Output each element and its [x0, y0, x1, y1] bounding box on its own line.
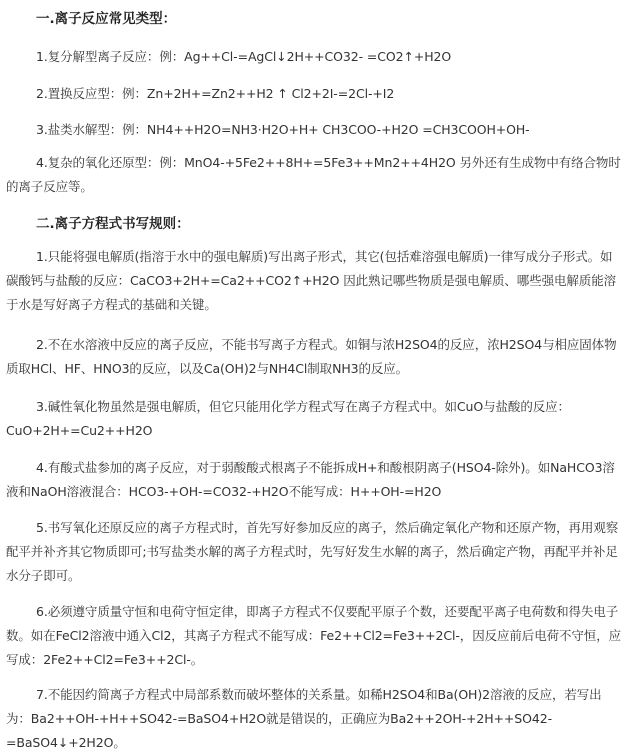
section-2-item-5: 5.书写氧化还原反应的离子方程式时，首先写好参加反应的离子，然后确定氧化产物和还原产物，再用观察配平并补齐其它物质即可;书写盐类水解的离子方程式时，先写好发生水解的离子，然后确定产物，再配平并补足水分子即可。	[6, 520, 619, 583]
section-1-item-2: 2.置换反应型：例：Zn+2H+=Zn2++H2 ↑ Cl2+2I-=2Cl-+I2	[36, 86, 395, 101]
section-2-item-2: 2.不在水溶液中反应的离子反应，不能书写离子方程式。如铜与浓H2SO4的反应，浓H2SO4与相应固体物质取HCl、HF、HNO3的反应，以及Ca(OH)2与NH4Cl制取NH3的反应。	[6, 337, 617, 376]
section-2-item-6: 6.必须遵守质量守恒和电荷守恒定律，即离子方程式不仅要配平原子个数，还要配平离子电荷数和得失电子数。如在FeCl2溶液中通入Cl2，其离子方程式不能写成：Fe2++Cl2=Fe3++2Cl-，因反应前后电荷不守恒，应写成：2Fe2++Cl2=Fe3++2Cl-。	[6, 604, 621, 667]
section-1-item-4: 4.复杂的氧化还原型：例：MnO4-+5Fe2++8H+=5Fe3++Mn2++4H2O 另外还有生成物中有络合物时的离子反应等。	[6, 155, 621, 194]
section-1-heading: 一.离子反应常见类型：	[36, 11, 177, 27]
section-2-item-7: 7.不能因约简离子方程式中局部系数而破坏整体的关系量。如稀H2SO4和Ba(OH)2溶液的反应，若写出为：Ba2++OH-+H++SO42-=BaSO4+H2O就是错误的，正确应为Ba2++2OH-+2H++SO42-=BaSO4↓+2H2O。	[6, 687, 602, 750]
section-2-item-4: 4.有酸式盐参加的离子反应，对于弱酸酸式根离子不能拆成H+和酸根阴离子(HSO4-除外)。如NaHCO3溶液和NaOH溶液混合：HCO3-+OH-=CO32-+H2O不能写成：H++OH-=H2O	[6, 460, 615, 499]
section-1-item-3: 3.盐类水解型：例：NH4++H2O=NH3·H2O+H+ CH3COO-+H2O =CH3COOH+OH-	[36, 122, 530, 137]
section-2-item-3: 3.碱性氧化物虽然是强电解质，但它只能用化学方程式写在离子方程式中。如CuO与盐酸的反应：CuO+2H+=Cu2++H2O	[6, 399, 570, 438]
section-2-heading: 二.离子方程式书写规则：	[36, 216, 190, 232]
section-1-item-1: 1.复分解型离子反应：例：Ag++Cl-=AgCl↓2H++CO32- =CO2↑+H2O	[36, 49, 452, 64]
section-2-item-1: 1.只能将强电解质(指溶于水中的强电解质)写出离子形式，其它(包括难溶强电解质)一律写成分子形式。如碳酸钙与盐酸的反应：CaCO3+2H+=Ca2++CO2↑+H2O 因此熟记哪些物质是强电解质、哪些强电解质能溶于水是写好离子方程式的基础和关键。	[6, 249, 617, 312]
